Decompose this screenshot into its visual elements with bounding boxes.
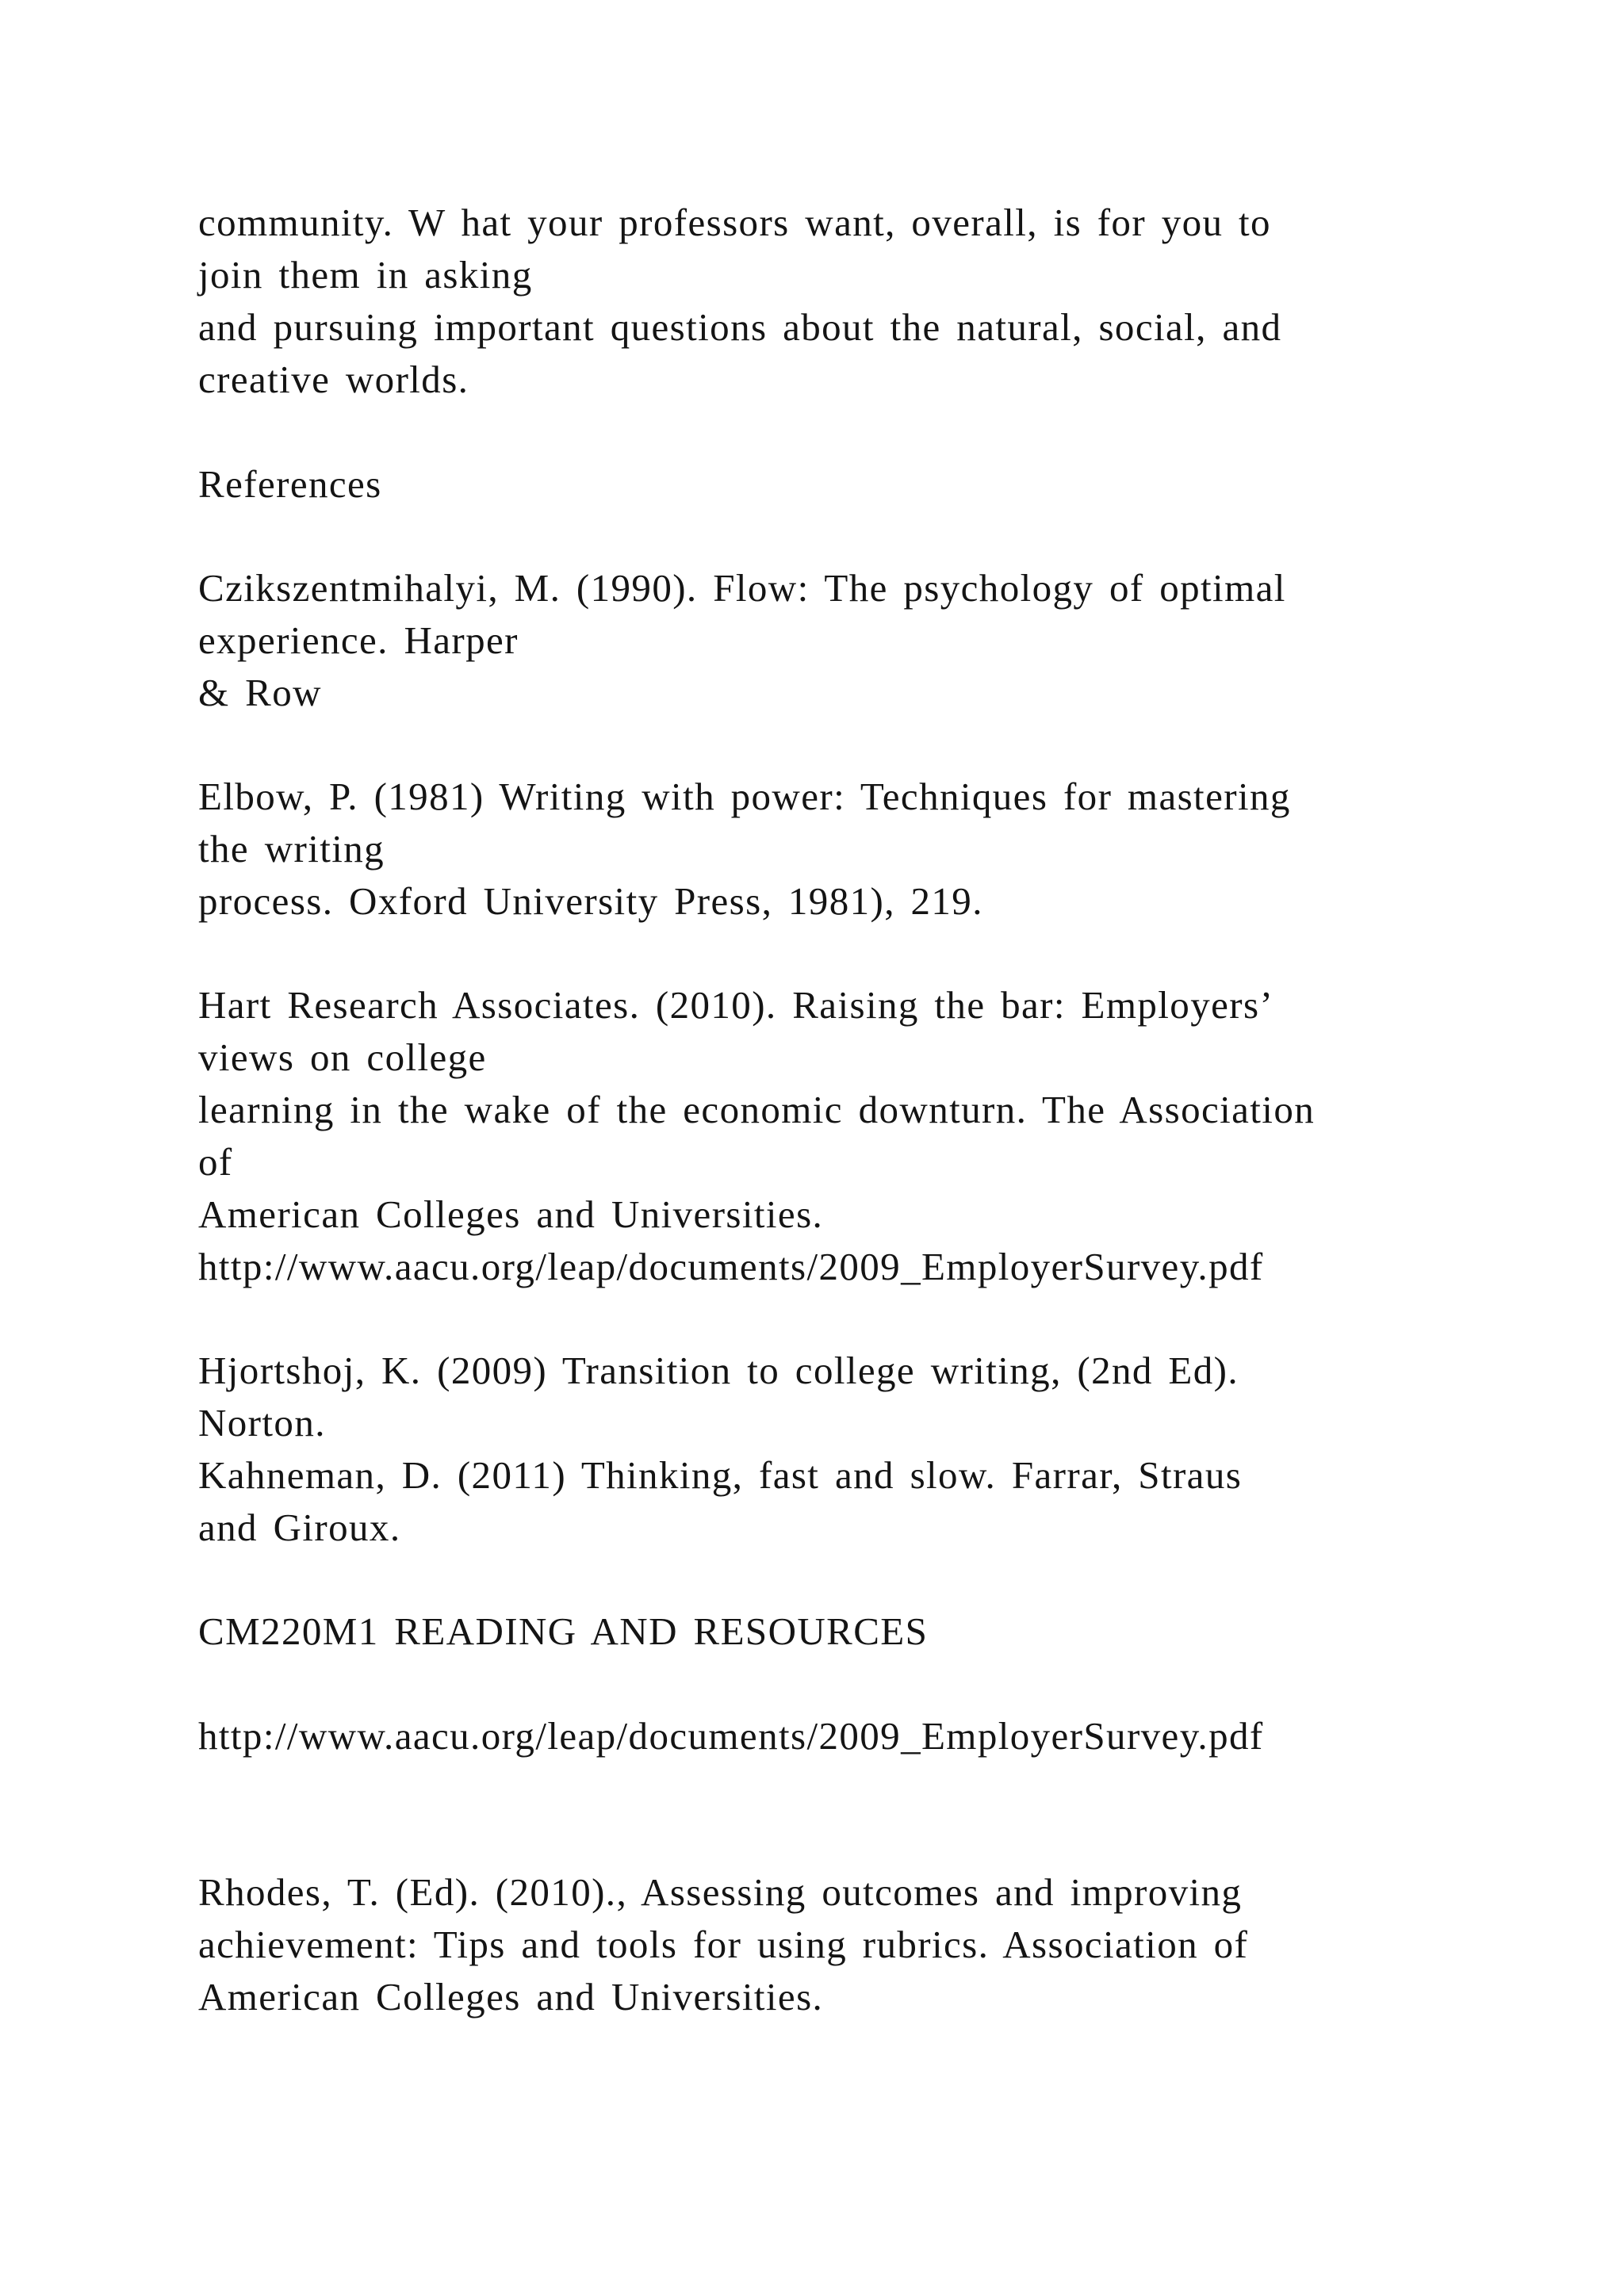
reference-line: Norton. <box>198 1401 326 1445</box>
resource-url: http://www.aacu.org/leap/documents/2009_EmployerSurvey.pdf <box>198 1714 1264 1758</box>
reference-url: http://www.aacu.org/leap/documents/2009_EmployerSurvey.pdf <box>198 1245 1264 1288</box>
reference-line: experience. Harper <box>198 618 519 662</box>
reference-line: achievement: Tips and tools for using rubrics. Association of <box>198 1923 1249 1966</box>
intro-line: and pursuing important questions about the natural, social, and <box>198 305 1282 349</box>
reference-line: Elbow, P. (1981) Writing with power: Techniques for mastering <box>198 775 1291 818</box>
section-heading: CM220M1 READING AND RESOURCES <box>198 1609 929 1653</box>
reference-line: of <box>198 1140 233 1184</box>
intro-line: creative worlds. <box>198 358 469 401</box>
reference-line: Czikszentmihalyi, M. (1990). Flow: The psychology of optimal <box>198 566 1286 610</box>
reference-line: and Giroux. <box>198 1506 401 1549</box>
reference-line: learning in the wake of the economic downturn. The Association <box>198 1088 1316 1131</box>
reference-line: Kahneman, D. (2011) Thinking, fast and slow. Farrar, Straus <box>198 1453 1243 1497</box>
intro-line: community. W hat your professors want, overall, is for you to <box>198 201 1271 244</box>
reference-line: American Colleges and Universities. <box>198 1192 824 1236</box>
reference-line: American Colleges and Universities. <box>198 1975 824 2019</box>
reference-line: & Row <box>198 671 322 714</box>
reference-line: Hjortshoj, K. (2009) Transition to college writing, (2nd Ed). <box>198 1349 1239 1392</box>
references-heading: References <box>198 462 382 506</box>
intro-line: join them in asking <box>198 253 533 297</box>
reference-line: the writing <box>198 827 385 871</box>
reference-line: Rhodes, T. (Ed). (2010)., Assessing outcomes and improving <box>198 1870 1243 1914</box>
reference-line: views on college <box>198 1035 487 1079</box>
reference-line: Hart Research Associates. (2010). Raising the bar: Employers’ <box>198 983 1274 1027</box>
reference-line: process. Oxford University Press, 1981), 219. <box>198 879 983 923</box>
